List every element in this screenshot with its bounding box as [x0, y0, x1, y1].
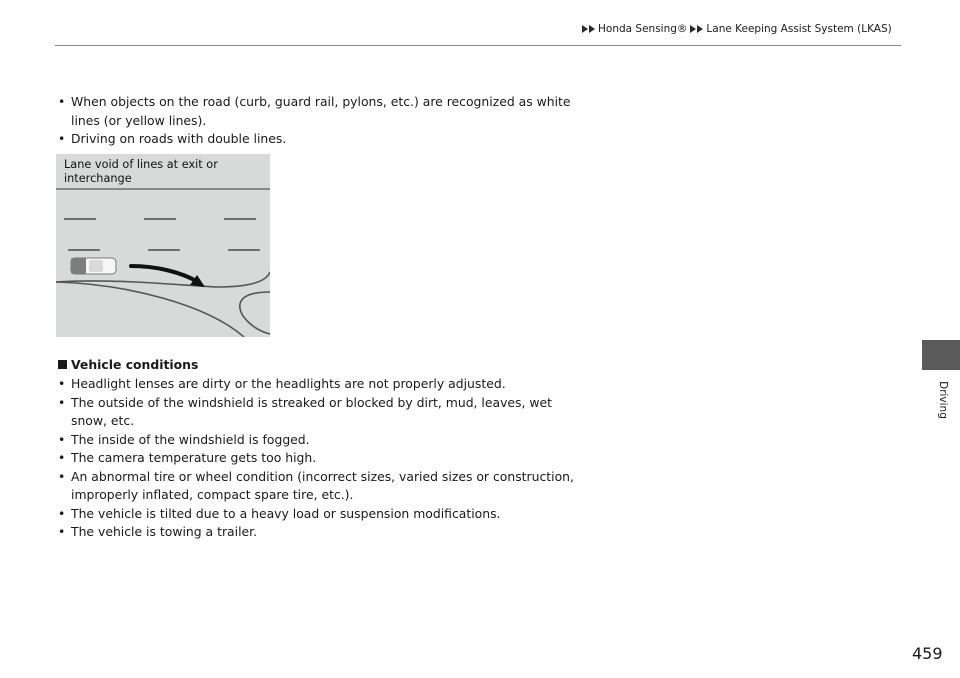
list-item: • Driving on roads with double lines.	[58, 130, 578, 149]
chapter-label: Driving	[937, 381, 949, 419]
list-item: • An abnormal tire or wheel condition (incorrect sizes, varied sizes or construction, improperly inflated, compact spare tire, etc.).	[58, 468, 574, 502]
section-heading: Vehicle conditions	[58, 357, 198, 372]
list-item: • The outside of the windshield is streaked or blocked by dirt, mud, leaves, wet snow, etc.	[58, 394, 552, 428]
bullet-icon: •	[58, 505, 66, 521]
breadcrumb	[582, 21, 892, 37]
list-item: • The vehicle is towing a trailer.	[58, 523, 578, 542]
bullet-icon: •	[58, 131, 66, 146]
exit-arrow-icon	[131, 266, 198, 282]
list-item: • Headlight lenses are dirty or the headlights are not properly adjusted.	[58, 375, 578, 394]
bullet-icon: •	[58, 450, 66, 465]
lane-illustration	[56, 154, 270, 337]
breadcrumb-item-honda-sensing: Honda Sensing®	[598, 23, 688, 35]
breadcrumb-arrow-icon	[582, 25, 588, 33]
vehicle-conditions-list	[58, 375, 578, 542]
bullet-icon: •	[58, 94, 66, 109]
breadcrumb-arrow-icon	[697, 25, 703, 33]
car-icon	[71, 258, 116, 274]
bullet-icon: •	[58, 376, 66, 391]
figure-label: Lane void of lines at exit or interchange	[64, 158, 218, 185]
bullet-icon: •	[58, 431, 66, 447]
breadcrumb-arrow-icon	[589, 25, 595, 33]
list-item: • The vehicle is tilted due to a heavy load or suspension modifications.	[58, 505, 578, 524]
list-item: • The inside of the windshield is fogged.	[58, 431, 578, 450]
bullet-icon: •	[58, 524, 66, 539]
list-item: • When objects on the road (curb, guard rail, pylons, etc.) are recognized as white lines (or yellow lines).	[58, 94, 571, 128]
header-divider	[55, 45, 901, 46]
breadcrumb-arrow-icon	[690, 25, 696, 33]
bullet-icon: •	[58, 468, 66, 484]
page-number: 459	[912, 644, 943, 663]
section-square-icon	[58, 360, 67, 369]
list-item: • The camera temperature gets too high.	[58, 449, 578, 468]
conditions-list	[58, 93, 578, 149]
bullet-icon: •	[58, 394, 66, 410]
chapter-tab	[922, 340, 960, 370]
breadcrumb-item-lkas: Lane Keeping Assist System (LKAS)	[706, 23, 892, 35]
